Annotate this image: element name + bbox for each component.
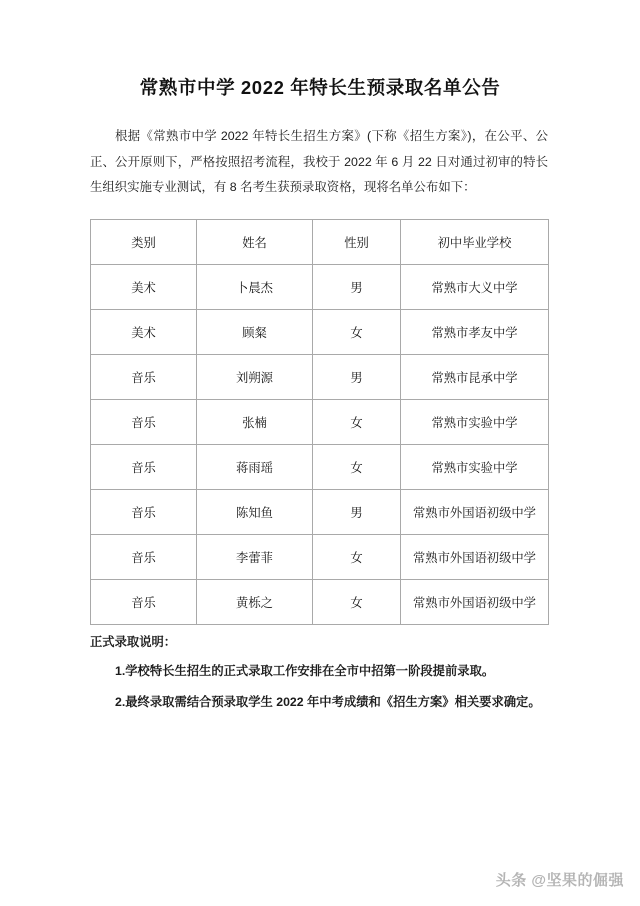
cell-name: 刘朔源 bbox=[197, 355, 313, 400]
cell-name: 蒋雨瑶 bbox=[197, 445, 313, 490]
cell-category: 音乐 bbox=[91, 445, 197, 490]
cell-school: 常熟市实验中学 bbox=[401, 445, 549, 490]
cell-gender: 男 bbox=[313, 265, 401, 310]
watermark: 头条 @坚果的倔强 bbox=[495, 872, 624, 889]
table-row bbox=[91, 535, 549, 580]
column-header-name: 姓名 bbox=[197, 220, 313, 265]
column-header-school: 初中毕业学校 bbox=[401, 220, 549, 265]
note-item: 1.学校特长生招生的正式录取工作安排在全市中招第一阶段提前录取。 bbox=[115, 664, 495, 678]
cell-gender: 女 bbox=[313, 310, 401, 355]
cell-gender: 女 bbox=[313, 580, 401, 625]
notes-heading: 正式录取说明： bbox=[90, 635, 177, 649]
cell-name: 卜晨杰 bbox=[197, 265, 313, 310]
cell-name: 陈知鱼 bbox=[197, 490, 313, 535]
cell-name: 黄栎之 bbox=[197, 580, 313, 625]
admission-roster-table bbox=[90, 219, 549, 625]
cell-school: 常熟市外国语初级中学 bbox=[401, 490, 549, 535]
cell-school: 常熟市昆承中学 bbox=[401, 355, 549, 400]
cell-gender: 女 bbox=[313, 535, 401, 580]
table-row bbox=[91, 580, 549, 625]
table-row bbox=[91, 265, 549, 310]
cell-category: 音乐 bbox=[91, 535, 197, 580]
cell-school: 常熟市外国语初级中学 bbox=[401, 535, 549, 580]
cell-gender: 女 bbox=[313, 445, 401, 490]
cell-category: 美术 bbox=[91, 265, 197, 310]
cell-school: 常熟市外国语初级中学 bbox=[401, 580, 549, 625]
cell-category: 美术 bbox=[91, 310, 197, 355]
cell-category: 音乐 bbox=[91, 490, 197, 535]
table-row bbox=[91, 310, 549, 355]
cell-name: 张楠 bbox=[197, 400, 313, 445]
cell-gender: 男 bbox=[313, 355, 401, 400]
note-item: 2.最终录取需结合预录取学生 2022 年中考成绩和《招生方案》相关要求确定。 bbox=[115, 695, 541, 709]
table-row bbox=[91, 445, 549, 490]
cell-gender: 女 bbox=[313, 400, 401, 445]
cell-category: 音乐 bbox=[91, 355, 197, 400]
cell-gender: 男 bbox=[313, 490, 401, 535]
intro-paragraph: 根据《常熟市中学 2022 年特长生招生方案》(下称《招生方案》)，在公平、公正、公开原则下，严格按照招考流程，我校于 2022 年 6 月 22 日对通过初审的特长生组织实施专业测试，有 8 名考生获预录取资格，现将名单公布如下： bbox=[90, 129, 548, 194]
cell-category: 音乐 bbox=[91, 400, 197, 445]
column-header-category: 类别 bbox=[91, 220, 197, 265]
cell-school: 常熟市大义中学 bbox=[401, 265, 549, 310]
table-row bbox=[91, 400, 549, 445]
column-header-gender: 性别 bbox=[313, 220, 401, 265]
cell-name: 李蕾菲 bbox=[197, 535, 313, 580]
page-title: 常熟市中学 2022 年特长生预录取名单公告 bbox=[139, 77, 501, 98]
cell-school: 常熟市孝友中学 bbox=[401, 310, 549, 355]
notes-section bbox=[90, 632, 560, 723]
cell-name: 顾粲 bbox=[197, 310, 313, 355]
cell-category: 音乐 bbox=[91, 580, 197, 625]
table-row bbox=[91, 355, 549, 400]
table-row bbox=[91, 490, 549, 535]
table-header-row bbox=[91, 220, 549, 265]
cell-school: 常熟市实验中学 bbox=[401, 400, 549, 445]
